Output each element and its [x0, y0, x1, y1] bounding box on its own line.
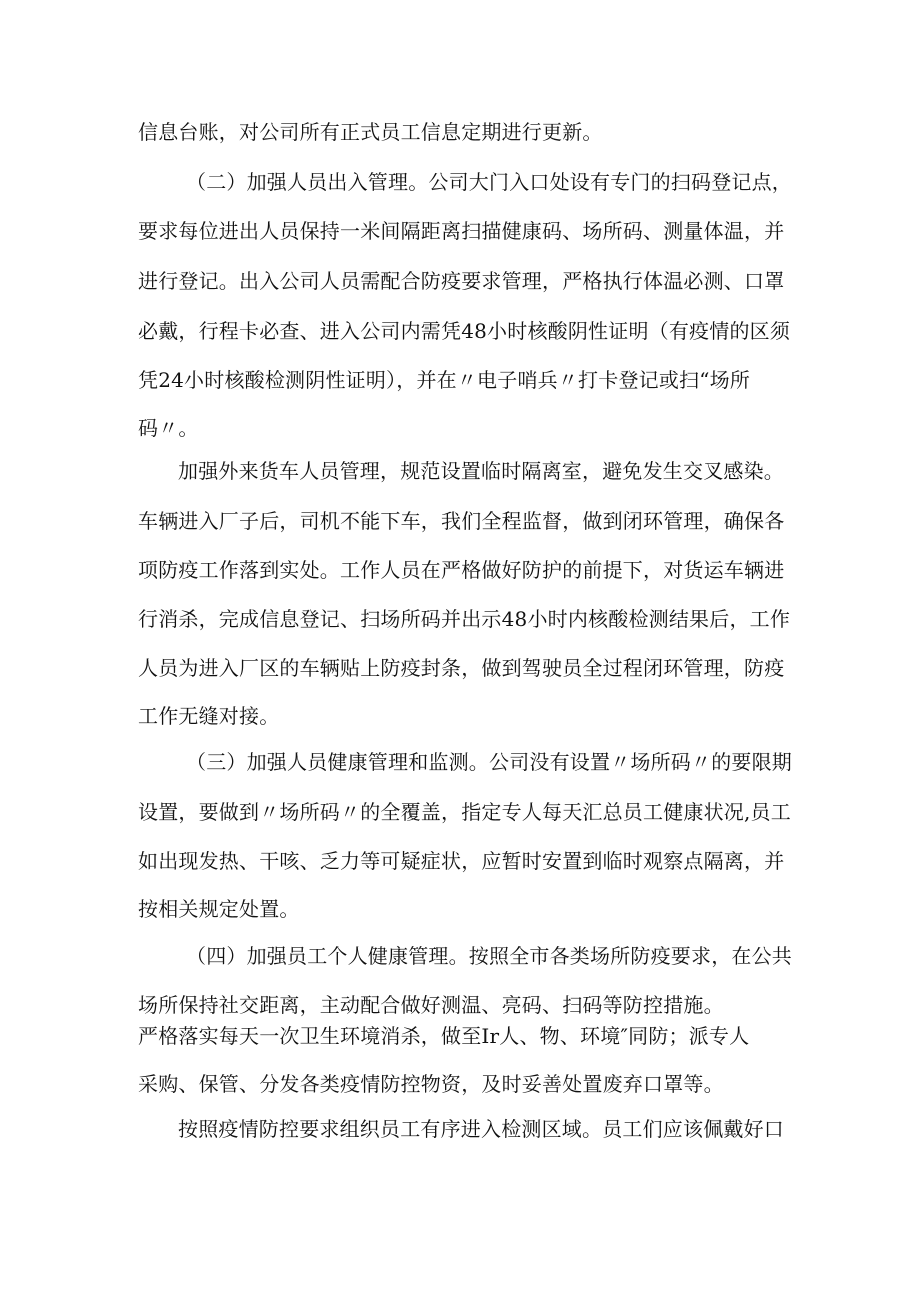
text-line-9: 车辆进入厂子后，司机不能下车，我们全程监督，做到闭环管理，确保各 — [138, 509, 785, 533]
text-line-20: 严格落实每天一次卫生环境消杀，做至Ir人、物、环境″同防；派专人 — [138, 1024, 750, 1048]
text-line-2: （二）加强人员出入管理。公司大门入口处设有专门的扫码登记点， — [186, 170, 792, 194]
text-line-7: 码〃。 — [138, 416, 199, 440]
text-line-8: 加强外来货车人员管理，规范设置临时隔离室，避免发生交叉感染。 — [178, 459, 784, 483]
text-line-19: 场所保持社交距离，主动配合做好测温、亮码、扫码等防控措施。 — [138, 993, 724, 1017]
text-line-4: 进行登记。出入公司人员需配合防疫要求管理，严格执行体温必测、口罩 — [138, 269, 785, 293]
text-line-5: 必戴，行程卡必查、进入公司内需凭48小时核酸阴性证明（有疫情的区须 — [138, 319, 791, 343]
text-line-18: （四）加强员工个人健康管理。按照全市各类场所防疫要求，在公共 — [186, 944, 792, 968]
text-line-12: 人员为进入厂区的车辆贴上防疫封条，做到驾驶员全过程闭环管理，防疫 — [138, 656, 785, 680]
text-line-14: （三）加强人员健康管理和监测。公司没有设置〃场所码〃的要限期 — [186, 750, 792, 774]
text-line-21: 采购、保管、分发各类疫情防控物资，及时妥善处置废弃口罩等。 — [138, 1072, 724, 1096]
text-line-13: 工作无缝对接。 — [138, 704, 280, 728]
text-line-11: 行消杀，完成信息登记、扫场所码并出示48小时内核酸检测结果后，工作 — [138, 607, 791, 631]
text-line-16: 如出现发热、干咳、乏力等可疑症状，应暂时安置到临时观察点隔离，并 — [138, 849, 785, 873]
text-line-6: 凭24小时核酸检测阴性证明），并在〃电子哨兵〃打卡登记或扫“场所 — [138, 368, 751, 392]
text-line-17: 按相关规定处置。 — [138, 897, 300, 921]
text-line-10: 项防疫工作落到实处。工作人员在严格做好防护的前提下，对货运车辆进 — [138, 558, 785, 582]
text-line-1: 信息台账，对公司所有正式员工信息定期进行更新。 — [138, 120, 603, 144]
text-line-15: 设置，要做到〃场所码〃的全覆盖，指定专人每天汇总员工健康状况,员工 — [138, 800, 791, 824]
text-line-3: 要求每位进出人员保持一米间隔距离扫描健康码、场所码、测量体温，并 — [138, 219, 785, 243]
text-line-22: 按照疫情防控要求组织员工有序进入检测区域。员工们应该佩戴好口 — [178, 1117, 784, 1141]
